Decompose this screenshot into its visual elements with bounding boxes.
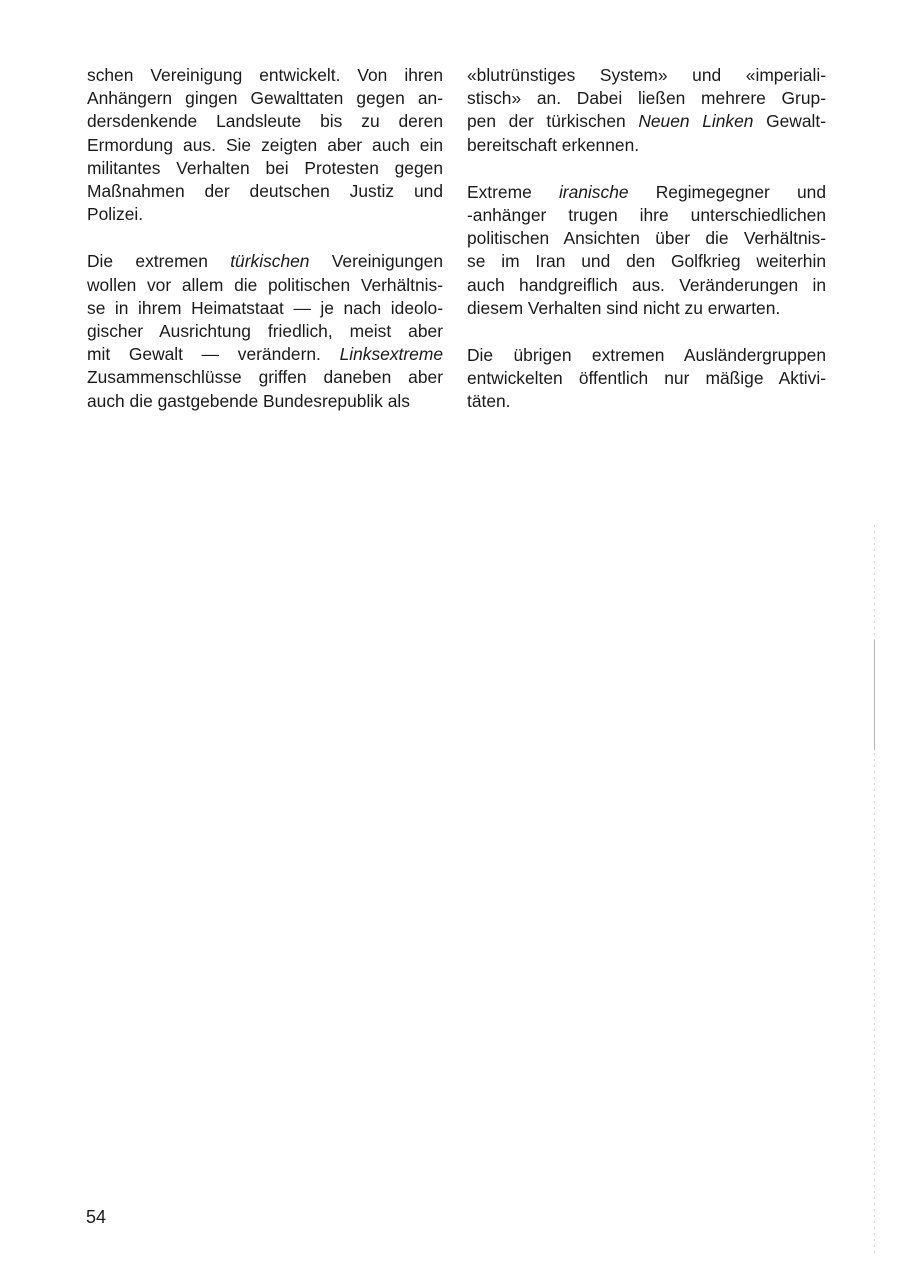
text-line	[467, 134, 826, 157]
text-line	[467, 344, 826, 367]
text-segment: -anhänger trugen ihre unterschiedlichen	[467, 205, 826, 226]
text-line	[87, 157, 443, 180]
paragraph	[87, 64, 443, 226]
text-line	[467, 367, 826, 390]
text-line	[87, 366, 443, 389]
text-segment: Polizei.	[87, 204, 144, 225]
text-segment: entwickelten öffentlich nur mäßige Aktivi-	[467, 368, 826, 389]
text-segment: Anhängern gingen Gewalttaten gegen an-	[87, 88, 443, 109]
text-segment: auch handgreiflich aus. Veränderungen in	[467, 274, 826, 295]
text-segment: wollen vor allem die politischen Verhältnis-	[87, 274, 443, 295]
paragraph	[467, 64, 826, 157]
paragraph	[467, 181, 826, 320]
text-line	[467, 204, 826, 227]
text-line	[467, 227, 826, 250]
italic-text: türkischen	[230, 251, 310, 272]
text-segment: pen der türkischen	[467, 111, 639, 132]
text-segment: Gewalt-	[753, 111, 827, 132]
italic-text: iranische	[558, 181, 629, 202]
text-segment: auch die gastgebende Bundesrepublik als	[87, 390, 410, 411]
text-line	[87, 87, 443, 110]
text-segment: schen Vereinigung entwickelt. Von ihren	[87, 65, 443, 85]
left-column	[87, 64, 443, 437]
text-segment: Ermordung aus. Sie zeigten aber auch ein	[87, 134, 443, 155]
text-line	[467, 87, 826, 110]
italic-text: Linksextreme	[339, 344, 443, 365]
page-number: 54	[86, 1207, 107, 1227]
paragraph	[87, 250, 443, 412]
text-segment: se in ihrem Heimatstaat — je nach ideolo-	[87, 297, 443, 318]
text-segment: stisch» an. Dabei ließen mehrere Grup-	[467, 88, 826, 109]
text-line	[467, 64, 826, 87]
text-segment: Vereinigungen	[309, 251, 443, 272]
text-line	[87, 110, 443, 133]
text-segment: Zusammenschlüsse griffen daneben aber	[87, 367, 443, 388]
text-line	[87, 390, 443, 413]
text-segment: politischen Ansichten über die Verhältnis-	[467, 228, 826, 249]
text-segment: se im Iran und den Golfkrieg weiterhin	[467, 251, 826, 272]
text-segment: diesem Verhalten sind nicht zu erwarten.	[467, 297, 781, 318]
text-segment: bereitschaft erkennen.	[467, 134, 640, 155]
paragraph	[467, 344, 826, 414]
text-segment: Regimegegner und	[628, 181, 826, 202]
text-line	[87, 203, 443, 226]
text-line	[87, 274, 443, 297]
text-line	[87, 250, 443, 273]
text-segment: täten.	[467, 391, 511, 412]
text-segment: gischer Ausrichtung friedlich, meist aber	[87, 321, 443, 342]
text-segment: Die übrigen extremen Ausländergruppen	[467, 345, 826, 366]
text-line	[87, 320, 443, 343]
text-line	[467, 181, 826, 204]
text-segment: mit Gewalt — verändern.	[87, 344, 340, 365]
text-line	[467, 297, 826, 320]
text-line	[467, 274, 826, 297]
text-line	[87, 134, 443, 157]
text-line	[87, 180, 443, 203]
text-segment: dersdenkende Landsleute bis zu deren	[87, 111, 443, 132]
text-line	[87, 64, 443, 87]
scan-edge-artifact	[874, 525, 875, 1255]
text-segment: Die extremen	[87, 251, 231, 272]
text-segment: militantes Verhalten bei Protesten gegen	[87, 157, 443, 178]
text-segment: Maßnahmen der deutschen Justiz und	[87, 181, 443, 202]
text-line	[467, 390, 826, 413]
italic-text: Neuen Linken	[638, 111, 754, 132]
text-line	[467, 250, 826, 273]
text-line	[87, 297, 443, 320]
text-segment: «blutrünstiges System» und «imperiali-	[467, 65, 826, 85]
text-line	[467, 110, 826, 133]
right-column	[467, 64, 826, 438]
text-segment: Extreme	[467, 181, 559, 202]
text-line	[87, 343, 443, 366]
